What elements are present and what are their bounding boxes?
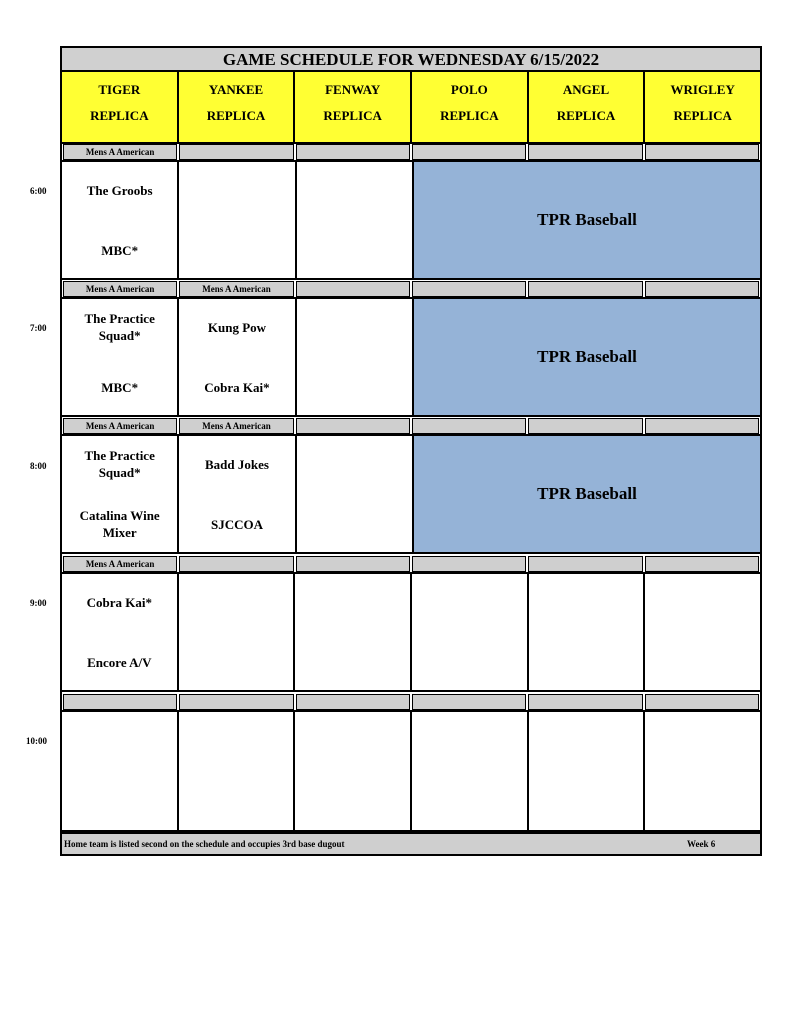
division-label [645, 144, 759, 160]
time-label-8: 8:00 [30, 461, 47, 471]
division-label [528, 281, 642, 297]
schedule-title: GAME SCHEDULE FOR WEDNESDAY 6/15/2022 [62, 48, 760, 72]
home-team [181, 228, 292, 272]
away-team: Cobra Kai* [86, 594, 153, 610]
away-team [299, 305, 410, 349]
game-cell [645, 712, 760, 830]
home-team [299, 502, 410, 546]
game-cell [295, 574, 412, 690]
game-cell [412, 712, 529, 830]
away-team: The Groobs [86, 182, 153, 198]
away-team [181, 580, 292, 624]
game-cell [179, 162, 296, 278]
footer-note: Home team is listed second on the schedule and occupies 3rd base dugout [64, 839, 345, 849]
time-slot-row [62, 434, 760, 554]
division-label [528, 418, 642, 434]
division-label [645, 694, 759, 710]
reserved-block: TPR Baseball [414, 436, 760, 552]
division-label [412, 281, 526, 297]
division-label: Mens A American [63, 144, 177, 160]
game-cell [297, 436, 414, 552]
division-label [296, 694, 410, 710]
division-label [179, 144, 293, 160]
home-team [181, 640, 292, 684]
division-label [645, 556, 759, 572]
division-label [63, 694, 177, 710]
time-slot-row [62, 572, 760, 692]
division-row [62, 556, 760, 572]
reserved-block: TPR Baseball [414, 299, 760, 415]
division-row [62, 418, 760, 434]
schedule-table [60, 46, 762, 856]
division-label [296, 144, 410, 160]
time-label-7: 7:00 [30, 323, 47, 333]
game-cell [529, 574, 646, 690]
game-cell [179, 574, 296, 690]
time-label-6: 6:00 [30, 186, 47, 196]
game-cell [179, 436, 296, 552]
division-row [62, 281, 760, 297]
game-cell [297, 162, 414, 278]
division-label [296, 281, 410, 297]
away-team [297, 580, 408, 624]
game-cell [62, 712, 179, 830]
field-header-row [62, 72, 760, 144]
field-header-tiger: TIGER REPLICA [62, 72, 179, 142]
division-label [412, 556, 526, 572]
time-slot-row [62, 710, 760, 832]
division-label: Mens A American [63, 418, 177, 434]
game-cell [529, 712, 646, 830]
away-team: Kung Pow [207, 319, 267, 335]
game-cell [62, 574, 179, 690]
game-cell [645, 574, 760, 690]
away-team: The Practice Squad* [84, 448, 155, 480]
division-label [645, 418, 759, 434]
time-slot-row [62, 160, 760, 280]
field-header-wrigley: WRIGLEY REPLICA [645, 72, 760, 142]
home-team: MBC* [101, 242, 139, 258]
game-cell [297, 299, 414, 415]
division-label [528, 556, 642, 572]
division-label [179, 556, 293, 572]
field-header-yankee: YANKEE REPLICA [179, 72, 296, 142]
game-cell [179, 299, 296, 415]
division-row [62, 694, 760, 710]
division-label: Mens A American [179, 418, 293, 434]
division-label: Mens A American [63, 556, 177, 572]
home-team: Catalina Wine Mixer [79, 508, 160, 540]
division-label [412, 694, 526, 710]
home-team [299, 365, 410, 409]
division-label [296, 556, 410, 572]
game-cell [412, 574, 529, 690]
time-label-10: 10:00 [26, 736, 47, 746]
division-label [528, 694, 642, 710]
time-label-9: 9:00 [30, 598, 47, 608]
game-cell [179, 712, 296, 830]
away-team: The Practice Squad* [84, 311, 155, 343]
division-label [412, 144, 526, 160]
time-slot-row [62, 297, 760, 417]
division-label: Mens A American [179, 281, 293, 297]
week-label: Week 6 [687, 839, 716, 849]
division-label: Mens A American [63, 281, 177, 297]
division-label [528, 144, 642, 160]
division-label [296, 418, 410, 434]
home-team [297, 640, 408, 684]
field-header-fenway: FENWAY REPLICA [295, 72, 412, 142]
home-team: Cobra Kai* [204, 379, 270, 395]
division-row [62, 144, 760, 160]
away-team [299, 168, 410, 212]
home-team [299, 228, 410, 272]
away-team: Badd Jokes [205, 456, 269, 472]
division-label [179, 694, 293, 710]
away-team [181, 168, 292, 212]
away-team [299, 442, 410, 486]
game-cell [62, 162, 179, 278]
field-header-polo: POLO REPLICA [412, 72, 529, 142]
game-cell [62, 299, 179, 415]
field-header-angel: ANGEL REPLICA [529, 72, 646, 142]
game-cell [62, 436, 179, 552]
schedule-footer [62, 832, 760, 854]
home-team: MBC* [101, 379, 139, 395]
game-cell [295, 712, 412, 830]
home-team: SJCCOA [210, 516, 263, 532]
division-label [412, 418, 526, 434]
division-label [645, 281, 759, 297]
reserved-block: TPR Baseball [414, 162, 760, 278]
home-team: Encore A/V [87, 654, 152, 670]
